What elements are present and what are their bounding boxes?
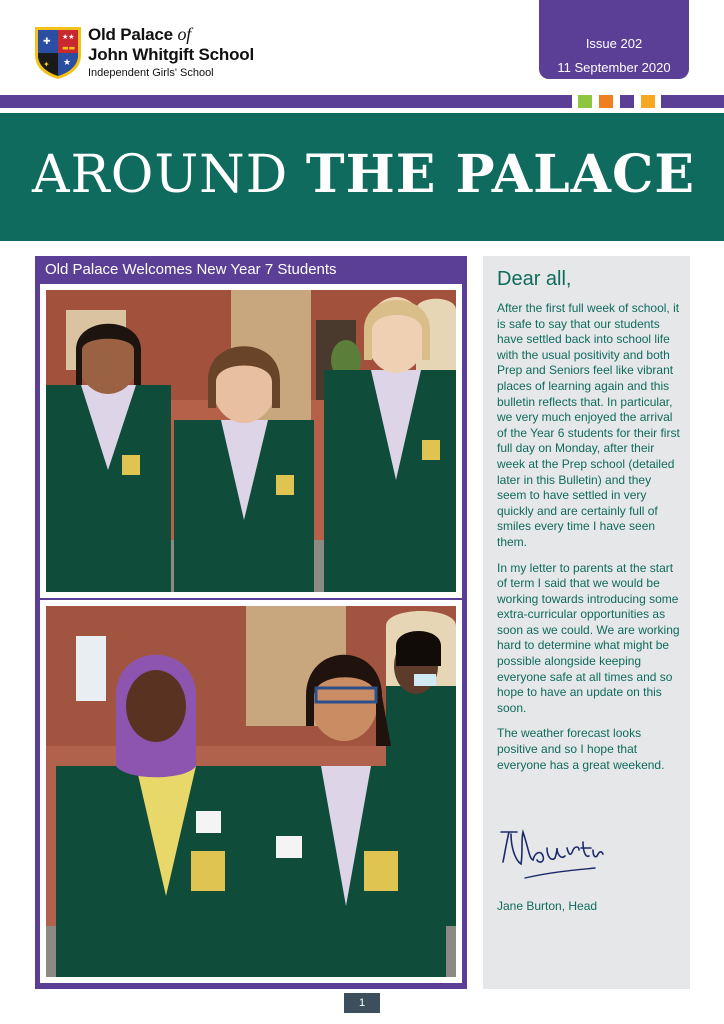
- accent-square-orange: [599, 95, 613, 108]
- masthead-banner: [0, 113, 724, 241]
- school-name-line2: John Whitgift School: [88, 45, 254, 64]
- photo-frame-bottom: [40, 600, 462, 983]
- header: [0, 0, 724, 95]
- accent-square-purple: [620, 95, 634, 108]
- svg-text:▬▬: ▬▬: [62, 44, 76, 52]
- letter-paragraph-2: In my letter to parents at the start of term I said that we would be working towards introducing some extra-curricular opportunities as soon as we could. We are working hard to determine what might be possible alongside keeping everyone safe at all times and so hope to have an update on this soon.: [497, 560, 680, 715]
- letter-greeting: Dear all,: [497, 268, 572, 290]
- svg-text:★: ★: [63, 58, 72, 68]
- feature-article: [35, 256, 467, 989]
- page-number: 1: [344, 993, 380, 1013]
- masthead-title-light: AROUND: [32, 145, 289, 205]
- school-type: Independent Girls' School: [88, 67, 214, 79]
- svg-text:✦: ✦: [43, 60, 50, 69]
- article-heading: Old Palace Welcomes New Year 7 Students: [45, 261, 337, 278]
- head-letter: [483, 256, 690, 989]
- svg-text:✚: ✚: [43, 37, 51, 47]
- issue-date: 11 September 2020: [557, 60, 671, 75]
- svg-text:★★: ★★: [62, 33, 75, 41]
- signature-name: Jane Burton, Head: [497, 899, 598, 913]
- school-name-of: of: [177, 24, 192, 44]
- students-photo-bottom: [46, 606, 456, 977]
- letter-paragraph-1: After the first full week of school, it is safe to say that our students have settled back into school life with the usual positivity and both Prep and Seniors feel like vibrant places of learning again and this bulletin reflects that. In particular, we very much enjoyed the arrival of the Year 6 students for their first full day on Monday, after their week at the Prep school (detailed later in this Bulletin) and they seem to have settled in very quickly and are certainly full of smiles every time I have seen them.: [497, 301, 680, 549]
- school-name: [88, 24, 254, 81]
- letter-paragraph-3: The weather forecast looks positive and so I hope that everyone has a great weekend.: [497, 726, 665, 772]
- accent-squares: [572, 95, 661, 108]
- school-name-line1: Old Palace: [88, 25, 173, 44]
- accent-square-yellow: [641, 95, 655, 108]
- masthead-title: [32, 143, 695, 207]
- issue-badge: [539, 0, 689, 79]
- handwritten-signature: [495, 822, 605, 882]
- photo-frame-top: [40, 284, 462, 598]
- accent-square-green: [578, 95, 592, 108]
- issue-number: Issue 202: [585, 36, 643, 51]
- students-photo-top: [46, 290, 456, 592]
- masthead-title-bold: THE PALACE: [305, 144, 696, 205]
- letter-body: [497, 301, 683, 783]
- school-crest-icon: [33, 25, 83, 80]
